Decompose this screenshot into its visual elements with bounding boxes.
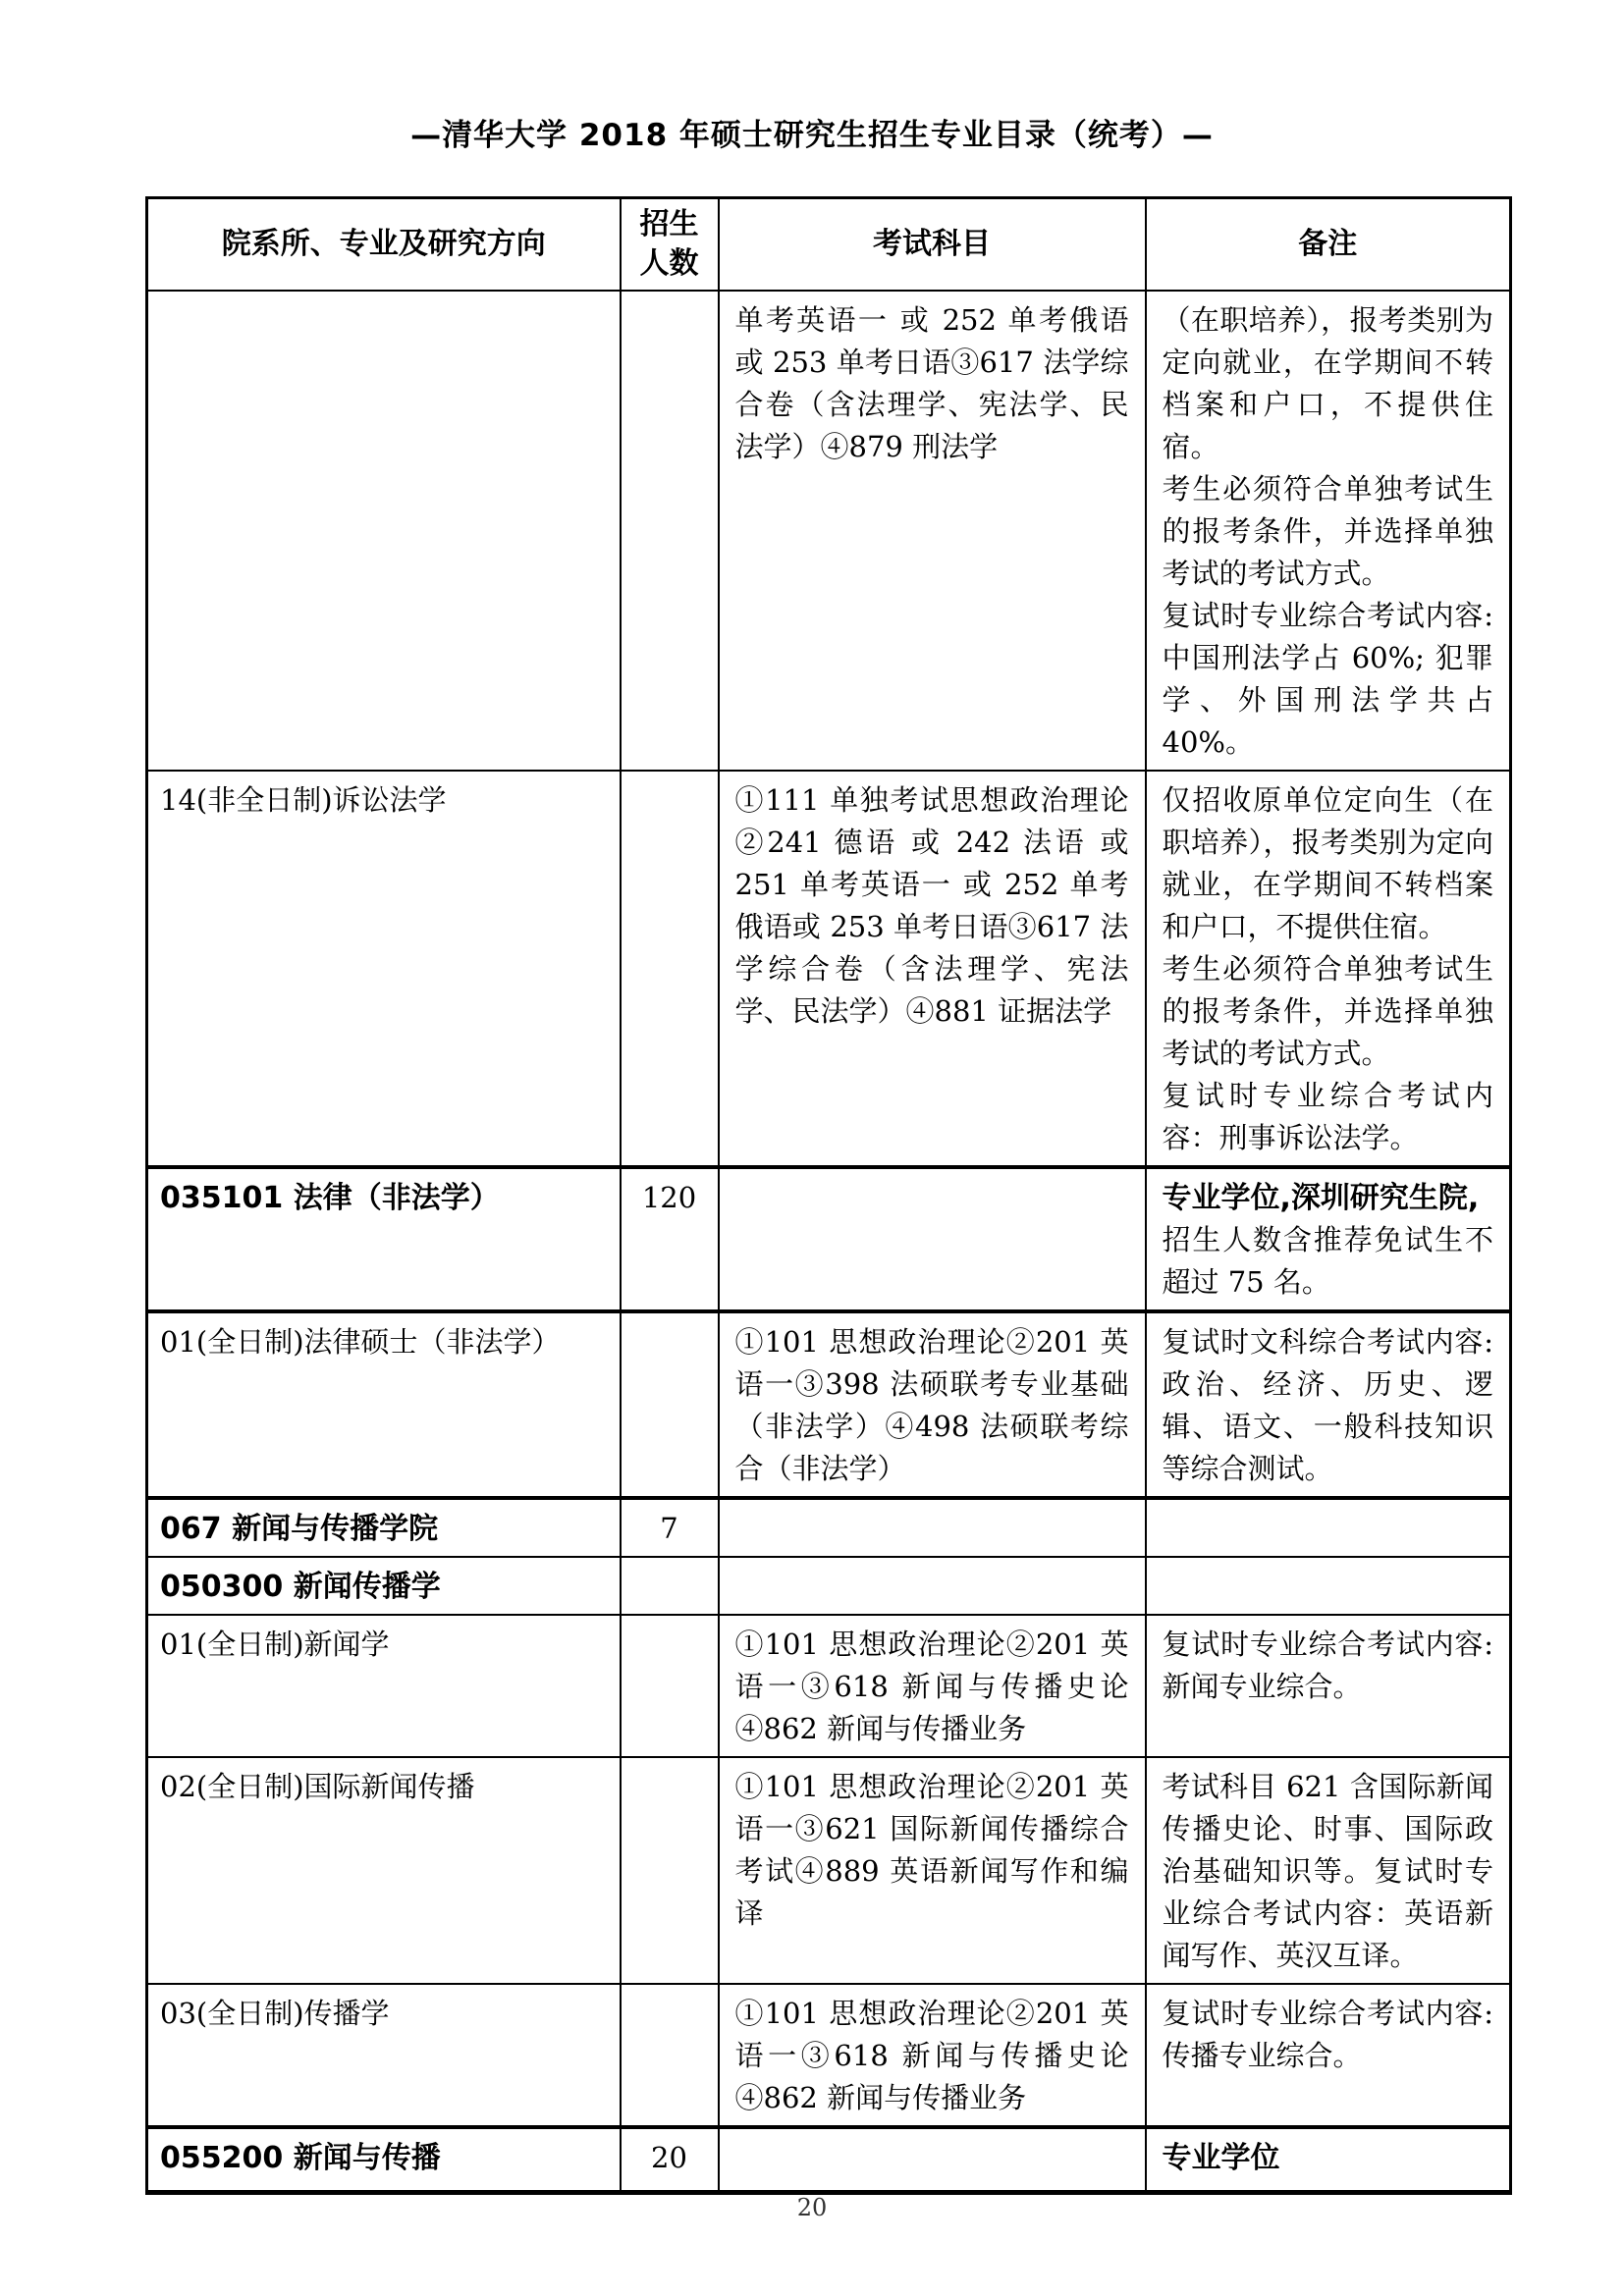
table-row [147, 771, 1511, 1167]
table-row [147, 1557, 1511, 1615]
remarks-cell: （在职培养），报考类别为定向就业，在学期间不转档案和户口，不提供住宿。 考生必须符合单独考试生的报考条件，并选择单独考试的考试方式。 复试时专业综合考试内容: 中国刑法学占 60%; 犯罪学、外国刑法学共占 40%。 [1146, 291, 1511, 771]
program-cell: 02(全日制)国际新闻传播 [147, 1757, 621, 1984]
header-remarks: 备注 [1146, 198, 1511, 292]
subjects-cell [719, 2127, 1146, 2193]
table-row [147, 1984, 1511, 2127]
remarks-cell: 考试科目 621 含国际新闻传播史论、时事、国际政治基础知识等。复试时专业综合考试内容：英语新闻写作、英汉互译。 [1146, 1757, 1511, 1984]
subjects-cell: ①101 思想政治理论②201 英语一③618 新闻与传播史论④862 新闻与传播业务 [719, 1615, 1146, 1757]
remarks-cell [1146, 1498, 1511, 1557]
remarks-cell: 专业学位 [1146, 2127, 1511, 2193]
header-quota: 招生人数 [621, 198, 719, 292]
table-row [147, 1311, 1511, 1498]
subjects-cell: 单考英语一 或 252 单考俄语或 253 单考日语③617 法学综合卷（含法理学、宪法学、民法学）④879 刑法学 [719, 291, 1146, 771]
program-cell: 01(全日制)新闻学 [147, 1615, 621, 1757]
quota-cell: 20 [621, 2127, 719, 2193]
remarks-cell [1146, 1557, 1511, 1615]
quota-cell [621, 1311, 719, 1498]
program-cell: 035101 法律（非法学） [147, 1167, 621, 1311]
table-header-row [147, 198, 1511, 292]
quota-cell: 7 [621, 1498, 719, 1557]
admissions-catalog-table [145, 196, 1512, 2195]
program-cell [147, 291, 621, 771]
program-cell: 067 新闻与传播学院 [147, 1498, 621, 1557]
remarks-cell: 复试时文科综合考试内容: 政治、经济、历史、逻辑、语文、一般科技知识等综合测试。 [1146, 1311, 1511, 1498]
subjects-cell: ①101 思想政治理论②201 英语一③621 国际新闻传播综合考试④889 英语新闻写作和编译 [719, 1757, 1146, 1984]
table-row [147, 1167, 1511, 1311]
program-cell: 14(非全日制)诉讼法学 [147, 771, 621, 1167]
quota-cell [621, 291, 719, 771]
table-row [147, 1498, 1511, 1557]
subjects-cell: ①111 单独考试思想政治理论②241 德语 或 242 法语 或 251 单考英语一 或 252 单考俄语或 253 单考日语③617 法学综合卷（含法理学、宪法学、民法学）④881 证据法学 [719, 771, 1146, 1167]
subjects-cell [719, 1557, 1146, 1615]
remarks-cell: 复试时专业综合考试内容: 传播专业综合。 [1146, 1984, 1511, 2127]
header-subjects: 考试科目 [719, 198, 1146, 292]
quota-cell [621, 771, 719, 1167]
quota-cell [621, 1984, 719, 2127]
page-title: —清华大学 2018 年硕士研究生招生专业目录（统考）— [410, 118, 1214, 153]
subjects-cell: ①101 思想政治理论②201 英语一③398 法硕联考专业基础（非法学）④498 法硕联考综合（非法学） [719, 1311, 1146, 1498]
remarks-cell: 仅招收原单位定向生（在职培养），报考类别为定向就业，在学期间不转档案和户口，不提供住宿。 考生必须符合单独考试生的报考条件，并选择单独考试的考试方式。 复试时专业综合考试内容：刑事诉讼法学。 [1146, 771, 1511, 1167]
table-row [147, 291, 1511, 771]
remarks-cell: 专业学位,深圳研究生院, 招生人数含推荐免试生不超过 75 名。 [1146, 1167, 1511, 1311]
subjects-cell [719, 1167, 1146, 1311]
header-program: 院系所、专业及研究方向 [147, 198, 621, 292]
subjects-cell: ①101 思想政治理论②201 英语一③618 新闻与传播史论④862 新闻与传播业务 [719, 1984, 1146, 2127]
quota-cell [621, 1557, 719, 1615]
program-cell: 03(全日制)传播学 [147, 1984, 621, 2127]
quota-cell [621, 1757, 719, 1984]
quota-cell [621, 1615, 719, 1757]
table-row [147, 2127, 1511, 2193]
page-number: 20 [796, 2194, 828, 2221]
quota-cell: 120 [621, 1167, 719, 1311]
program-cell: 055200 新闻与传播 [147, 2127, 621, 2193]
table-row [147, 1615, 1511, 1757]
subjects-cell [719, 1498, 1146, 1557]
program-cell: 050300 新闻传播学 [147, 1557, 621, 1615]
remarks-cell: 复试时专业综合考试内容: 新闻专业综合。 [1146, 1615, 1511, 1757]
table-row [147, 1757, 1511, 1984]
program-cell: 01(全日制)法律硕士（非法学） [147, 1311, 621, 1498]
